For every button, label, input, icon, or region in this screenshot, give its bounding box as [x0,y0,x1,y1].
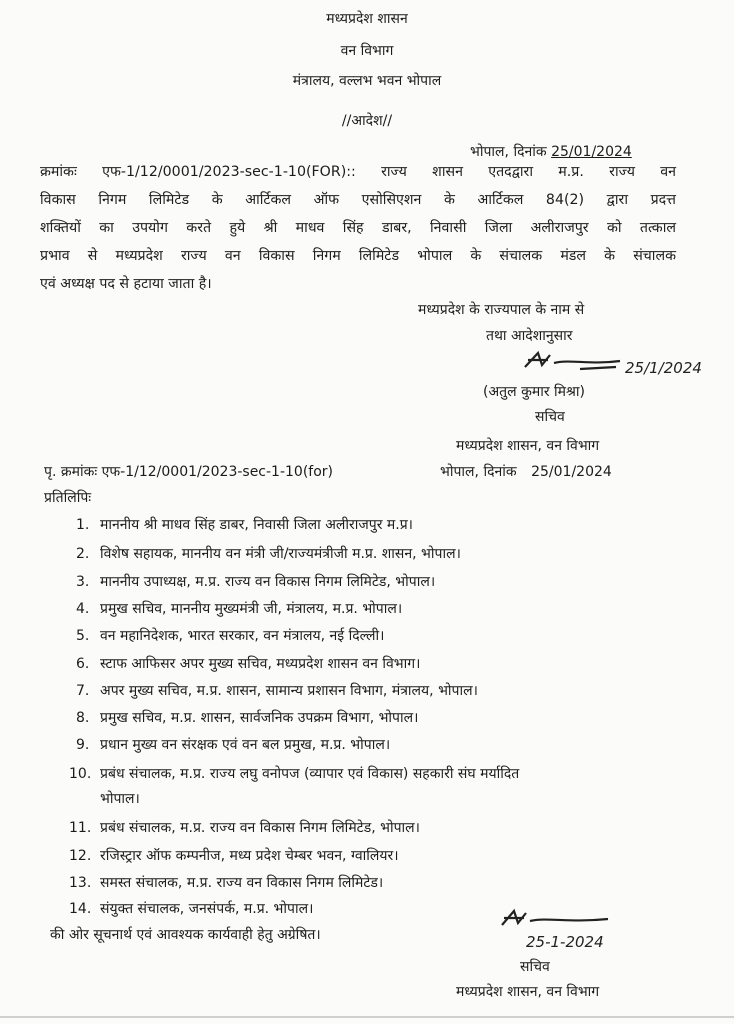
signatory-name: (अतुल कुमार मिश्रा) [483,384,586,400]
order-text-line: प्रभाव से मध्यप्रदेश राज्य वन विकास निगम लिमिटेड भोपाल के संचालक मंडल के संचालक [40,248,676,264]
list-item: 11. प्रबंध संचालक, म.प्र. राज्य वन विकास निगम लिमिटेड, भोपाल। [69,820,420,836]
header-department: वन विभाग [340,43,394,59]
closing-signatory-title: सचिव [520,959,550,975]
list-item: 1. माननीय श्री माधव सिंह डाबर, निवासी जिला अलीराजपुर म.प्र। [76,517,413,533]
list-item: 5. वन महानिदेशक, भारत सरकार, वन मंत्रालय, नई दिल्ली। [76,628,385,644]
endorsement-date-line [440,463,612,481]
list-item: 13. समस्त संचालक, म.प्र. राज्य वन विकास निगम लिमिटेड। [69,875,384,891]
by-order-line: तथा आदेशानुसार [486,328,573,344]
order-text-line: शक्तियों का उपयोग करते हुये श्री माधव सिंह डाबर, निवासी जिला अलीराजपुर को तत्काल [40,220,676,236]
list-item: 12. रजिस्ट्रार ऑफ कम्पनीज, मध्य प्रदेश चेम्बर भवन, ग्वालियर। [69,848,399,864]
copy-label: प्रतिलिपिः [44,490,92,506]
page-bottom-edge [0,1016,734,1018]
list-item-continuation: भोपाल। [100,791,140,807]
list-item: 4. प्रमुख सचिव, माननीय मुख्यमंत्री जी, मंत्रालय, म.प्र. भोपाल। [76,601,403,617]
list-item: 8. प्रमुख सचिव, म.प्र. शासन, सार्वजनिक उपक्रम विभाग, भोपाल। [76,710,419,726]
endorsement-ref: पृ. क्रमांकः एफ-1/12/0001/2023-sec-1-10(for) [44,464,334,480]
closing-line: की ओर सूचनार्थ एवं आवश्यक कार्यवाही हेतु अग्रेषित। [50,927,321,943]
endorsement-place: भोपाल, दिनांक [440,464,517,480]
signatory-title: सचिव [535,409,565,425]
order-text-line: विकास निगम लिमिटेड के आर्टिकल ऑफ एसोसिएशन के आर्टिकल 84(2) द्वारा प्रदत्त [40,192,676,208]
list-item: 7. अपर मुख्य सचिव, म.प्र. शासन, सामान्य प्रशासन विभाग, मंत्रालय, भोपाल। [76,683,478,699]
order-date: 25/01/2024 [551,144,632,160]
order-heading: //आदेश// [341,113,393,129]
signature-1 [520,345,710,385]
list-item: 10. प्रबंध संचालक, म.प्र. राज्य लघु वनोपज (व्यापार एवं विकास) सहकारी संघ मर्यादित [69,766,520,782]
list-item: 3. माननीय उपाध्यक्ष, म.प्र. राज्य वन विकास निगम लिमिटेड, भोपाल। [76,574,436,590]
endorsement-date: 25/01/2024 [531,464,612,480]
order-text-line: क्रमांकः एफ-1/12/0001/2023-sec-1-10(FOR):: राज्य शासन एतदद्वारा म.प्र. राज्य वन [40,164,676,180]
signature-1-date: 25/1/2024 [625,359,702,377]
governor-order-line: मध्यप्रदेश के राज्यपाल के नाम से [418,302,585,318]
header-address: मंत्रालय, वल्लभ भवन भोपाल [292,73,442,89]
order-text-line: एवं अध्यक्ष पद से हटाया जाता है। [40,276,212,292]
list-item: 9. प्रधान मुख्य वन संरक्षक एवं वन बल प्रमुख, म.प्र. भोपाल। [76,737,391,753]
date-place: भोपाल, दिनांक [470,144,547,160]
signatory-department: मध्यप्रदेश शासन, वन विभाग [456,438,600,454]
header-government: मध्यप्रदेश शासन [326,11,408,27]
closing-signatory-department: मध्यप्रदेश शासन, वन विभाग [456,984,600,1000]
signature-2 [498,905,648,955]
signature-2-date: 25-1-2024 [526,933,604,951]
order-body [40,158,676,298]
list-item: 6. स्टाफ आफिसर अपर मुख्य सचिव, मध्यप्रदेश शासन वन विभाग। [76,656,421,672]
list-item: 14. संयुक्त संचालक, जनसंपर्क, म.प्र. भोपाल। [69,901,314,917]
list-item: 2. विशेष सहायक, माननीय वन मंत्री जी/राज्यमंत्रीजी म.प्र. शासन, भोपाल। [76,546,461,562]
